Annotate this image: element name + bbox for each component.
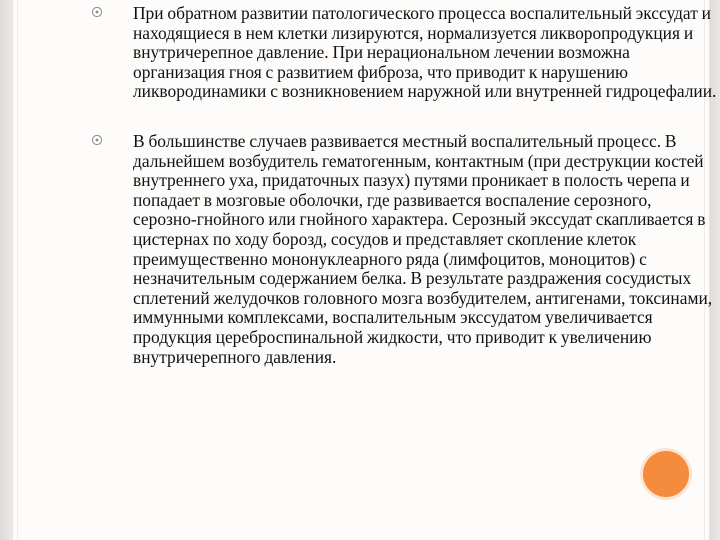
- ornament-bullet-icon: [91, 6, 103, 18]
- bullet-item: [113, 4, 717, 102]
- left-edge: [0, 0, 12, 540]
- bullet-text: При обратном развитии патологического процесса воспалительный экссудат и находящиеся в нем клетки лизируются, нормализуется ликворопродукция и внутричерепное давление. При нерациональном лечении возможна организация гноя с развитием фиброза, что приводит к нарушению ликвородинамики с возникновением наружной или внутренней гидроцефалии.: [133, 3, 717, 102]
- slide: [12, 0, 717, 540]
- bullet-item: [113, 132, 717, 367]
- bullet-text: В большинстве случаев развивается местный воспалительный процесс. В дальнейшем возбудитель гематогенным, контактным (при деструкции костей внутреннего уха, придаточных пазух) путями проникает в полость черепа и попадает в мозговые оболочки, где развивается воспаление серозного, серозно-гнойного или гнойного характера. Серозный экссудат скапливается в цистернах по ходу борозд, сосудов и представляет скопление клеток преимущественно мононуклеарного ряда (лимфоцитов, моноцитов) с незначительным содержанием белка. В результате раздражения сосудистых сплетений желудочков головного мозга возбудителем, антигенами, токсинами, иммунными комплексами, воспалительным экссудатом увеличивается продукция цереброспинальной жидкости, что приводит к увеличению внутричерепного давления.: [133, 130, 713, 367]
- bullet-list: [113, 4, 717, 367]
- ornament-bullet-icon: [91, 134, 103, 146]
- orange-circle-icon: [640, 448, 692, 500]
